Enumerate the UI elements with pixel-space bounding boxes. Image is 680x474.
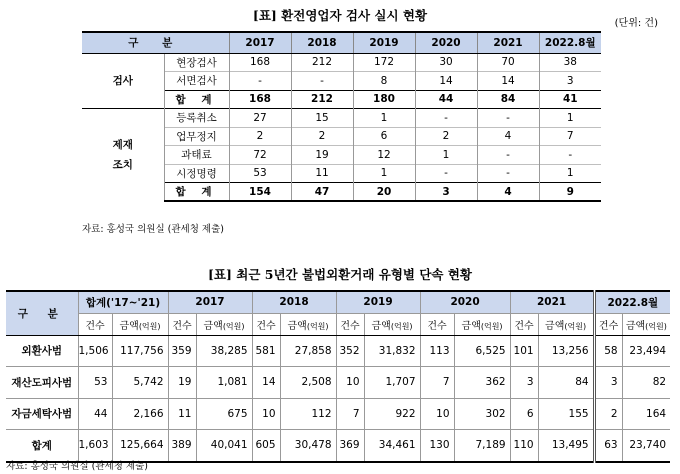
table1-cell: 172 <box>353 53 415 72</box>
table1-cell: 11 <box>291 164 353 183</box>
table2-amount-cell: 1,081 <box>196 367 252 399</box>
table2-count-cell: 6 <box>510 398 538 430</box>
table1-cell: 3 <box>539 72 601 91</box>
table1-cell: 180 <box>353 90 415 109</box>
table1-cell: 14 <box>477 72 539 91</box>
table2-count-cell: 110 <box>510 430 538 462</box>
table2-amount-cell: 23,740 <box>622 430 670 462</box>
amount-header-unit: (억원) <box>480 321 503 331</box>
table1-cell: 1 <box>415 146 477 165</box>
table2-count-cell: 14 <box>252 367 280 399</box>
table1-header-label: 구 분 <box>82 32 229 53</box>
table2-count-cell: 63 <box>594 430 622 462</box>
table1-cell: 8 <box>353 72 415 91</box>
count-header: 건수 <box>168 313 196 335</box>
table2-amount-cell: 302 <box>454 398 510 430</box>
table1-cell: 20 <box>353 183 415 202</box>
table2-amount-cell: 362 <box>454 367 510 399</box>
table1-cell: 154 <box>229 183 291 202</box>
table2-amount-cell: 84 <box>538 367 594 399</box>
table2-row <box>6 430 670 462</box>
sanction-group-label <box>82 109 164 202</box>
table1-cell: 84 <box>477 90 539 109</box>
table2-count-cell: 1,603 <box>78 430 112 462</box>
count-header: 건수 <box>252 313 280 335</box>
table1-row-label: 시정명령 <box>164 164 229 183</box>
table2-count-cell: 359 <box>168 335 196 367</box>
table1-unit: (단위: 건) <box>614 18 658 29</box>
table1-year-header: 2022.8월 <box>539 32 601 53</box>
table2-count-cell: 101 <box>510 335 538 367</box>
table1-year-header: 2018 <box>291 32 353 53</box>
amount-header-unit: (억원) <box>390 321 413 331</box>
table1-cell: 30 <box>415 53 477 72</box>
table2-count-cell: 3 <box>594 367 622 399</box>
table2-year-header: 2019 <box>336 291 420 313</box>
table1-cell: 212 <box>291 90 353 109</box>
table2-header-label: 구 분 <box>6 291 78 335</box>
table2-count-cell: 352 <box>336 335 364 367</box>
amount-header <box>622 313 670 335</box>
table1-cell: 15 <box>291 109 353 128</box>
amount-header <box>454 313 510 335</box>
table1-cell: 212 <box>291 53 353 72</box>
table1-row-label: 등록취소 <box>164 109 229 128</box>
table2-amount-cell: 117,756 <box>112 335 168 367</box>
table1-row-label: 업무정지 <box>164 127 229 146</box>
table1-cell: 1 <box>353 109 415 128</box>
table1-year-header: 2020 <box>415 32 477 53</box>
table1-row-label: 서면검사 <box>164 72 229 91</box>
table2-amount-cell: 31,832 <box>364 335 420 367</box>
amount-header <box>112 313 168 335</box>
table2-row-label: 합계 <box>6 430 78 462</box>
table2-amount-cell: 675 <box>196 398 252 430</box>
table1-cell: - <box>415 109 477 128</box>
amount-header-label: 금액 <box>545 320 565 332</box>
table1-cell: 14 <box>415 72 477 91</box>
amount-header <box>280 313 336 335</box>
table2-amount-cell: 112 <box>280 398 336 430</box>
table2-count-cell: 44 <box>78 398 112 430</box>
amount-header-unit: (억원) <box>138 321 161 331</box>
table1-cell: 72 <box>229 146 291 165</box>
table2-row <box>6 335 670 367</box>
table1-row <box>82 109 601 128</box>
table2-amount-cell: 34,461 <box>364 430 420 462</box>
table2-year-header: 2017 <box>168 291 252 313</box>
table1-cell: 1 <box>539 109 601 128</box>
amount-header-unit: (억원) <box>564 321 587 331</box>
table2-year-header: 2022.8월 <box>594 291 670 313</box>
table2-count-cell: 113 <box>420 335 454 367</box>
amount-header-unit: (억원) <box>306 321 329 331</box>
table2-subheader-row <box>6 313 670 335</box>
table1-cell: - <box>229 72 291 91</box>
table2-row-label: 자금세탁사범 <box>6 398 78 430</box>
table1-row-label: 합 계 <box>164 183 229 202</box>
amount-header-label: 금액 <box>461 320 481 332</box>
table2-count-cell: 11 <box>168 398 196 430</box>
table2-amount-cell: 6,525 <box>454 335 510 367</box>
table1-cell: - <box>477 146 539 165</box>
amount-header-label: 금액 <box>287 320 307 332</box>
table2-amount-cell: 82 <box>622 367 670 399</box>
table2-amount-cell: 13,495 <box>538 430 594 462</box>
table1-cell: 1 <box>539 164 601 183</box>
count-header: 건수 <box>336 313 364 335</box>
table2-count-cell: 1,506 <box>78 335 112 367</box>
table1-row <box>82 53 601 72</box>
count-header: 건수 <box>594 313 622 335</box>
amount-header <box>538 313 594 335</box>
table2-count-cell: 389 <box>168 430 196 462</box>
table2-amount-cell: 155 <box>538 398 594 430</box>
table2-row <box>6 398 670 430</box>
table2-count-cell: 19 <box>168 367 196 399</box>
table1-header-row <box>82 32 601 53</box>
amount-header-label: 금액 <box>119 320 139 332</box>
table1-cell: 2 <box>291 127 353 146</box>
table2-count-cell: 53 <box>78 367 112 399</box>
table1-cell: 2 <box>229 127 291 146</box>
table1-cell: - <box>291 72 353 91</box>
table2-count-cell: 7 <box>420 367 454 399</box>
table1-cell: 2 <box>415 127 477 146</box>
amount-header-unit: (억원) <box>222 321 245 331</box>
inspection-group-label: 검사 <box>82 53 164 109</box>
table1-cell: 38 <box>539 53 601 72</box>
table2-count-cell: 58 <box>594 335 622 367</box>
table2-count-cell: 369 <box>336 430 364 462</box>
table2-count-cell: 10 <box>420 398 454 430</box>
table1-cell: 70 <box>477 53 539 72</box>
table1-year-header: 2019 <box>353 32 415 53</box>
table2-count-cell: 3 <box>510 367 538 399</box>
count-header: 건수 <box>78 313 112 335</box>
table2-row-label: 외환사범 <box>6 335 78 367</box>
table1-cell: - <box>539 146 601 165</box>
table1-cell: 168 <box>229 90 291 109</box>
table1-cell: - <box>477 164 539 183</box>
amount-header <box>364 313 420 335</box>
table2-count-cell: 605 <box>252 430 280 462</box>
table1-cell: 6 <box>353 127 415 146</box>
table2-year-header: 합계('17~'21) <box>78 291 168 313</box>
table1-cell: - <box>477 109 539 128</box>
sanction-label-line1: 제재 <box>112 139 133 151</box>
table2-amount-cell: 2,508 <box>280 367 336 399</box>
table1-cell: 1 <box>353 164 415 183</box>
table2-amount-cell: 23,494 <box>622 335 670 367</box>
table2-amount-cell: 30,478 <box>280 430 336 462</box>
table1-year-header: 2017 <box>229 32 291 53</box>
table2-count-cell: 2 <box>594 398 622 430</box>
table1-cell: 3 <box>415 183 477 202</box>
count-header: 건수 <box>420 313 454 335</box>
table2-count-cell: 10 <box>336 367 364 399</box>
table2-amount-cell: 13,256 <box>538 335 594 367</box>
illegal-fx-table <box>6 290 670 463</box>
table1-cell: 168 <box>229 53 291 72</box>
table1-row-label: 과태료 <box>164 146 229 165</box>
amount-header-label: 금액 <box>203 320 223 332</box>
sanction-label-line2: 조치 <box>112 159 133 171</box>
table1-year-header: 2021 <box>477 32 539 53</box>
table2-amount-cell: 2,166 <box>112 398 168 430</box>
table1-cell: 47 <box>291 183 353 202</box>
table2-source: 자료: 홍성국 의원실 (관세청 제출) <box>6 461 148 472</box>
table2-amount-cell: 27,858 <box>280 335 336 367</box>
table1-cell: 27 <box>229 109 291 128</box>
table2-year-header: 2021 <box>510 291 594 313</box>
table1-cell: 4 <box>477 183 539 202</box>
inspection-table <box>82 31 601 202</box>
table2-amount-cell: 1,707 <box>364 367 420 399</box>
table1-cell: 44 <box>415 90 477 109</box>
table2-count-cell: 7 <box>336 398 364 430</box>
table2-year-header: 2020 <box>420 291 510 313</box>
amount-header-label: 금액 <box>371 320 391 332</box>
table2-amount-cell: 7,189 <box>454 430 510 462</box>
table1-cell: 41 <box>539 90 601 109</box>
table1-cell: 4 <box>477 127 539 146</box>
table2-count-cell: 130 <box>420 430 454 462</box>
table2-row <box>6 367 670 399</box>
table2-amount-cell: 38,285 <box>196 335 252 367</box>
amount-header-label: 금액 <box>625 320 646 332</box>
table1-row-label: 현장검사 <box>164 53 229 72</box>
table2-amount-cell: 5,742 <box>112 367 168 399</box>
amount-header <box>196 313 252 335</box>
table2-amount-cell: 125,664 <box>112 430 168 462</box>
table2-count-cell: 581 <box>252 335 280 367</box>
table1-cell: 53 <box>229 164 291 183</box>
table1-title: [표] 환전영업자 검사 실시 현황 <box>252 8 428 23</box>
table1-cell: - <box>415 164 477 183</box>
table1-cell: 7 <box>539 127 601 146</box>
table1-row-label: 합 계 <box>164 90 229 109</box>
table2-title: [표] 최근 5년간 불법외환거래 유형별 단속 현황 <box>208 267 472 282</box>
table1-source: 자료: 홍성국 의원실 (관세청 제출) <box>82 224 224 235</box>
table2-count-cell: 10 <box>252 398 280 430</box>
table1-cell: 12 <box>353 146 415 165</box>
table2-amount-cell: 164 <box>622 398 670 430</box>
table2-amount-cell: 40,041 <box>196 430 252 462</box>
table2-year-header: 2018 <box>252 291 336 313</box>
table2-amount-cell: 922 <box>364 398 420 430</box>
amount-header-unit: (억원) <box>645 321 667 331</box>
table2-year-row <box>6 291 670 313</box>
count-header: 건수 <box>510 313 538 335</box>
table1-cell: 9 <box>539 183 601 202</box>
table2-row-label: 재산도피사범 <box>6 367 78 399</box>
table1-cell: 19 <box>291 146 353 165</box>
